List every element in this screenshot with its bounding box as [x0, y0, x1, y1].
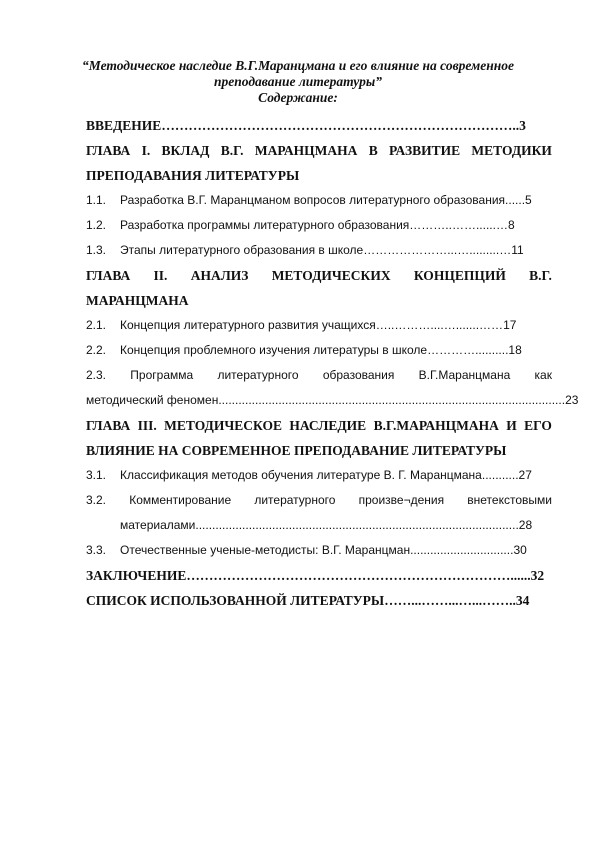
toc-leader-dots: ………..……......… — [409, 218, 508, 232]
toc-leader-dots: …………………………………………………………………….. — [161, 118, 520, 133]
toc-word: ВКЛАД — [161, 143, 210, 158]
toc-word: МЕТОДИЧЕСКИХ — [271, 268, 391, 283]
toc-word: как — [534, 368, 552, 382]
toc-leader-dots: ……...……...…...…….. — [384, 593, 516, 608]
toc-entry-text: Разработка программы литературного образования — [120, 218, 410, 232]
toc-page-number: 32 — [530, 568, 545, 583]
toc-chapter-2-line-1[interactable] — [86, 268, 552, 292]
toc-page-number: 30 — [513, 543, 527, 557]
toc-entry-conclusion[interactable] — [86, 568, 552, 592]
toc-entry-text: материалами — [120, 518, 196, 532]
toc-leader-dots: ................................................................................................. — [195, 518, 519, 532]
toc-section-3-2-line-2[interactable] — [120, 518, 552, 542]
toc-word: МЕТОДИКИ — [471, 143, 552, 158]
toc-word: внетекстовыми — [467, 493, 552, 507]
toc-entry-text: Концепция проблемного изучения литературы в школе — [120, 343, 428, 357]
toc-section-1-1[interactable] — [86, 193, 552, 217]
toc-section-2-1[interactable] — [86, 318, 552, 342]
toc-word: III. — [137, 418, 157, 433]
toc-section-2-3-line-1[interactable] — [86, 368, 552, 392]
toc-page-number: 8 — [507, 218, 515, 232]
toc-word: В.Г. — [529, 268, 552, 283]
toc-leader-dots: ........... — [481, 468, 519, 482]
toc-section-2-2[interactable] — [86, 343, 552, 367]
toc-section-number: 2.3. — [86, 368, 107, 382]
toc-section-3-1[interactable] — [86, 468, 552, 492]
toc-word: АНАЛИЗ — [190, 268, 249, 283]
toc-page-number: 3 — [519, 118, 526, 133]
toc-word: В.Г.Маранцмана — [418, 368, 511, 382]
toc-word: ГЛАВА — [86, 143, 131, 158]
toc-entry-text: СПИСОК ИСПОЛЬЗОВАННОЙ ЛИТЕРАТУРЫ — [86, 593, 385, 608]
toc-section-2-3-line-2[interactable] — [86, 393, 579, 417]
toc-entry-bibliography[interactable] — [86, 593, 552, 617]
toc-word: РАЗВИТИЕ — [389, 143, 461, 158]
toc-section-number: 1.1. — [86, 193, 107, 207]
toc-chapter-2-line-2[interactable] — [86, 293, 552, 317]
toc-word: ГЛАВА — [86, 418, 131, 433]
toc-word: МАРАНЦМАНА — [254, 143, 358, 158]
toc-section-number: 2.1. — [86, 318, 107, 332]
toc-leader-dots: …..………....….......…… — [375, 318, 504, 332]
toc-page-number: 11 — [511, 243, 524, 257]
toc-leader-dots: ........................................................................................................ — [218, 393, 566, 407]
toc-section-number: 1.3. — [86, 243, 107, 257]
toc-word: произве¬дения — [358, 493, 445, 507]
toc-page-number: 23 — [565, 393, 579, 407]
toc-word: образования — [322, 368, 395, 382]
toc-page-number: 27 — [518, 468, 532, 482]
toc-word: МЕТОДИЧЕСКОЕ — [164, 418, 282, 433]
toc-word: литературного — [254, 493, 336, 507]
toc-entry-text: ВЛИЯНИЕ НА СОВРЕМЕННОЕ ПРЕПОДАВАНИЕ ЛИТЕРАТУРЫ — [86, 443, 507, 458]
toc-chapter-3-line-2[interactable] — [86, 443, 552, 467]
toc-entry-text: ЗАКЛЮЧЕНИЕ — [86, 568, 187, 583]
toc-word: В — [368, 143, 378, 158]
toc-page-number: 5 — [525, 193, 532, 207]
toc-page-number: 17 — [503, 318, 517, 332]
toc-leader-dots: ...... — [505, 193, 526, 207]
toc-entry-text: Классификация методов обучения литературе В. Г. Маранцмана — [120, 468, 482, 482]
toc-word: II. — [153, 268, 168, 283]
toc-word: В.Г.МАРАНЦМАНА — [373, 418, 499, 433]
document-title-line-2: преподавание литературы” — [214, 74, 382, 89]
toc-section-3-2-line-1[interactable] — [86, 493, 552, 517]
toc-leader-dots: …………………...….........… — [363, 243, 512, 257]
toc-entry-text: методический феномен — [86, 393, 219, 407]
toc-chapter-1-line-1[interactable] — [86, 143, 552, 167]
toc-word: ГЛАВА — [86, 268, 131, 283]
toc-word: ЕГО — [524, 418, 552, 433]
toc-entry-text: Концепция литературного развития учащихся — [120, 318, 376, 332]
toc-word: КОНЦЕПЦИЙ — [413, 268, 506, 283]
toc-word: Комментирование — [129, 493, 232, 507]
toc-leader-dots: ………………………………………………………………...... — [186, 568, 531, 583]
toc-entry-text: МАРАНЦМАНА — [86, 293, 189, 308]
toc-section-number: 3.1. — [86, 468, 107, 482]
toc-section-number: 1.2. — [86, 218, 107, 232]
toc-entry-text: Разработка В.Г. Маранцманом вопросов литературного образования — [120, 193, 506, 207]
toc-word: литературного — [217, 368, 299, 382]
toc-section-1-3[interactable] — [86, 243, 552, 267]
toc-section-number: 3.2. — [86, 493, 107, 507]
toc-leader-dots: ………….......... — [427, 343, 509, 357]
toc-entry-text: Этапы литературного образования в школе — [120, 243, 364, 257]
toc-entry-text: ПРЕПОДАВАНИЯ ЛИТЕРАТУРЫ — [86, 168, 300, 183]
toc-chapter-3-line-1[interactable] — [86, 418, 552, 442]
toc-section-number: 2.2. — [86, 343, 107, 357]
contents-heading: Содержание: — [258, 90, 338, 105]
toc-word: НАСЛЕДИЕ — [289, 418, 367, 433]
toc-word: Программа — [130, 368, 194, 382]
toc-entry-introduction[interactable] — [86, 118, 552, 142]
toc-word: I. — [141, 143, 151, 158]
toc-entry-text: Отечественные ученые-методисты: В.Г. Маранцман — [120, 543, 411, 557]
toc-word: И — [506, 418, 517, 433]
toc-section-number: 3.3. — [86, 543, 107, 557]
toc-leader-dots: ............................... — [410, 543, 514, 557]
toc-word: В.Г. — [220, 143, 244, 158]
toc-page-number: 28 — [518, 518, 533, 532]
toc-page-number: 34 — [515, 593, 530, 608]
toc-page-number: 18 — [508, 343, 522, 357]
toc-section-3-3[interactable] — [86, 543, 552, 567]
document-title-line-1: “Методическое наследие В.Г.Маранцмана и его влияние на современное — [82, 58, 514, 73]
toc-entry-text: ВВЕДЕНИЕ — [86, 118, 162, 133]
toc-section-1-2[interactable] — [86, 218, 552, 242]
toc-chapter-1-line-2[interactable] — [86, 168, 552, 192]
